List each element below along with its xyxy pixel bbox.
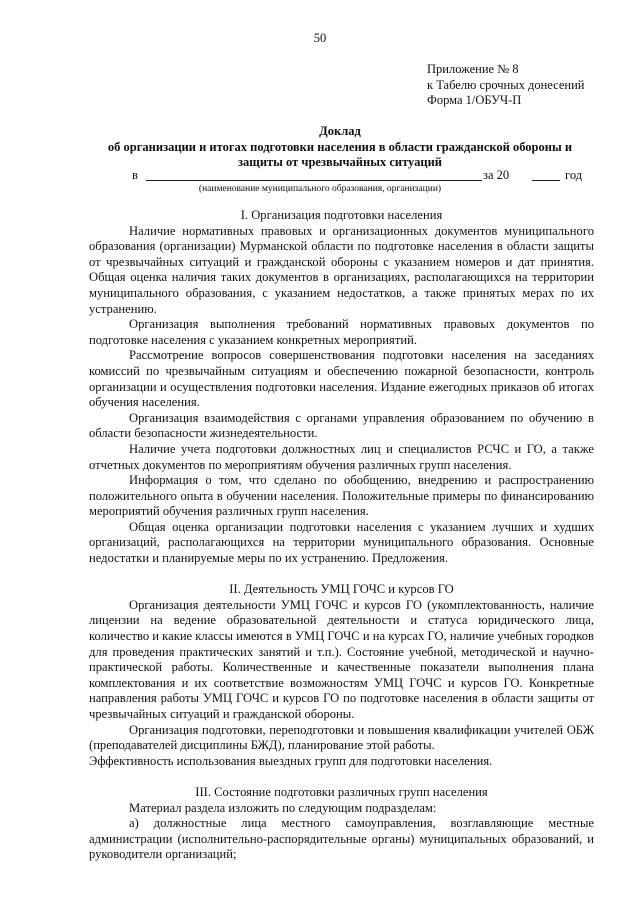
paragraph: Информация о том, что сделано по обобщению, внедрению и распространению положительного опыта в обучении населения. Положительные примеры по финансированию мероприятий обучения различных групп населения. <box>89 473 594 519</box>
spacer <box>89 567 594 583</box>
spacer <box>89 769 594 785</box>
paragraph: Наличие нормативных правовых и организационных документов муниципального образования (организации) Мурманской области по подготовке населения в области защиты от чрезвычайных ситуаций и гражданской обороны с указанием номеров и дат принятия. Общая оценка наличия таких документов в организациях, располагающихся на территории муниципального образования, с указанием недостатков, а также принятых мерах по их устранению. <box>89 223 594 316</box>
fill-in-row <box>132 168 600 184</box>
paragraph: Материал раздела изложить по следующим подразделам: <box>129 800 437 815</box>
paragraph: Эффективность использования выездных групп для подготовки населения. <box>89 753 493 768</box>
fill-blank-organization <box>146 180 482 181</box>
appendix-line: к Табелю срочных донесений <box>427 77 585 92</box>
section-heading: I. Организация подготовки населения <box>240 208 443 222</box>
title-line: об организации и итогах подготовки населения в области гражданской обороны и <box>107 139 573 154</box>
paragraph: Общая оценка организации подготовки населения с указанием лучших и худших организаций, располагающихся на территории муниципального образования. Основные недостатки и планируемые меры по их устранению. Предложения. <box>89 519 594 566</box>
appendix-line: Приложение № 8 <box>427 62 519 76</box>
fill-note: (наименование муниципального образования, организации) <box>198 184 442 194</box>
section-heading: II. Деятельность УМЦ ГОЧС и курсов ГО <box>229 582 454 597</box>
paragraph: Организация взаимодействия с органами управления образованием по обучению в области безопасности жизнедеятельности. <box>89 410 594 441</box>
appendix-block <box>427 62 584 109</box>
title-line: защиты от чрезвычайных ситуаций <box>238 155 442 169</box>
paragraph: Организация выполнения требований нормативных правовых документов по подготовке населения с указанием конкретных мероприятий. <box>89 317 594 347</box>
fill-blank-year <box>532 180 560 181</box>
document-title <box>90 124 590 171</box>
title-line: Доклад <box>319 124 361 138</box>
paragraph: а) должностные лица местного самоуправления, возглавляющие местные администрации (исполнительно-распорядительные органы) муниципальных образований, и руководители организаций; <box>89 816 594 862</box>
paragraph: Организация подготовки, переподготовки и повышения квалификации учителей ОБЖ (преподавателей дисциплины БЖД), планирование этой работы. <box>89 722 594 753</box>
fill-prefix: в <box>132 168 138 182</box>
section-heading: III. Состояние подготовки различных групп населения <box>195 784 488 799</box>
paragraph: Организация деятельности УМЦ ГОЧС и курсов ГО (укомплектованность, наличие лицензии на ведение образовательной деятельности и статуса юридического лица, количество и какие классы имеются в УМЦ ГОЧС и на курсах ГО, наличие учебных городков для проведения практических занятий и т.п.). Состояние учебной, методической и научно-практической работы. Количественные и качественные показатели выполнения плана комплектования и их соответствие возможностям УМЦ ГОЧС и курсов ГО. Конкретные направления работы УМЦ ГОЧС и курсов ГО по подготовке населения в области защиты от чрезвычайных ситуаций и гражданской обороны. <box>89 597 594 721</box>
paragraph: Наличие учета подготовки должностных лиц и специалистов РСЧС и ГО, а также отчетных документов по мероприятиям обучения различных групп населения. <box>89 441 594 472</box>
paragraph: Рассмотрение вопросов совершенствования подготовки населения на заседаниях комиссий по чрезвычайным ситуациям и обеспечению пожарной безопасности, контроль организации и осуществления подготовки населения. Издание ежегодных приказов об итогах обучения населения. <box>89 348 594 410</box>
appendix-line: Форма 1/ОБУЧ-П <box>427 93 522 107</box>
fill-suffix: год <box>565 168 583 182</box>
page-number: 50 <box>313 31 327 45</box>
document-body <box>89 208 594 863</box>
fill-middle: за 20 <box>483 168 510 182</box>
